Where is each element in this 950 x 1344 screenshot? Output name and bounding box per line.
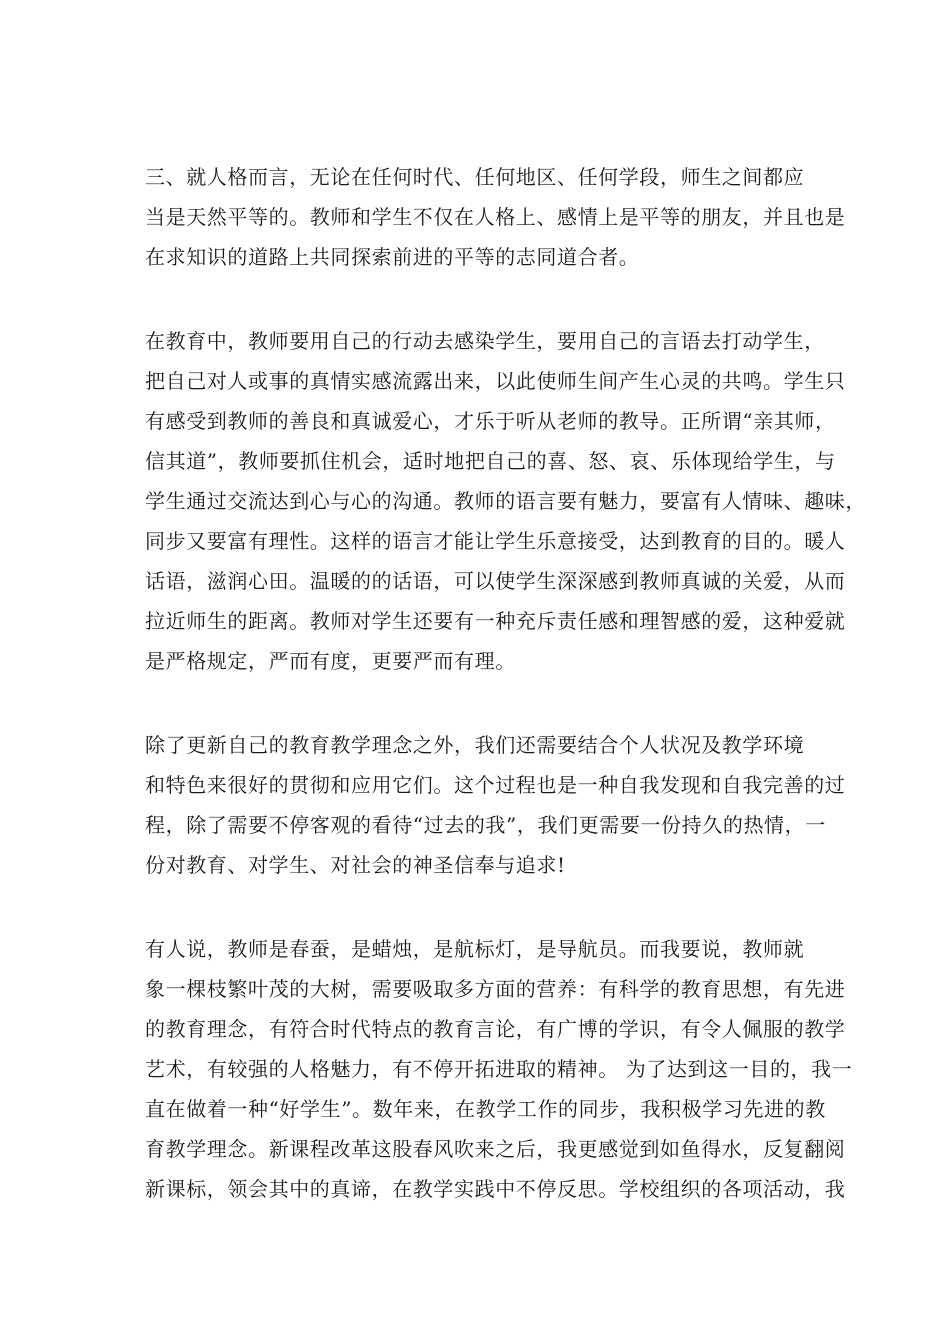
paragraph-line: 当是天然平等的。教师和学生不仅在人格上、感情上是平等的朋友，并且也是 bbox=[145, 205, 846, 229]
paragraph-line: 象一棵枝繁叶茂的大树，需要吸取多方面的营养：有科学的教育思想，有先进 bbox=[145, 977, 846, 1001]
paragraph-line: 直在做着一种“好学生”。数年来，在教学工作的同步，我积极学习先进的教 bbox=[145, 1097, 826, 1121]
paragraph-line: 在求知识的道路上共同探索前进的平等的志同道合者。 bbox=[145, 245, 640, 269]
paragraph-line: 的教育理念，有符合时代特点的教育言论，有广博的学识，有令人佩服的教学 bbox=[145, 1017, 846, 1041]
paragraph-line: 拉近师生的距离。教师对学生还要有一种充斥责任感和理智感的爱，这种爱就 bbox=[145, 609, 846, 633]
paragraph-line: 和特色来很好的贯彻和应用它们。这个过程也是一种自我发现和自我完善的过 bbox=[145, 773, 846, 797]
paragraph-line: 三、就人格而言，无论在任何时代、任何地区、任何学段，师生之间都应 bbox=[145, 165, 805, 189]
paragraph-line: 艺术，有较强的人格魅力，有不停开拓进取的精神。 为了达到这一目的，我一 bbox=[145, 1057, 853, 1081]
paragraph-line: 新课标，领会其中的真谛，在教学实践中不停反思。学校组织的各项活动，我 bbox=[145, 1177, 846, 1201]
paragraph-line: 同步又要富有理性。这样的语言才能让学生乐意接受，达到教育的目的。暖人 bbox=[145, 529, 846, 553]
paragraph-line: 程，除了需要不停客观的看待“过去的我”，我们更需要一份持久的热情，一 bbox=[145, 813, 826, 837]
paragraph-3 bbox=[145, 725, 846, 885]
document-body bbox=[145, 157, 866, 1209]
paragraph-spacer bbox=[145, 277, 805, 321]
paragraph-spacer bbox=[145, 885, 805, 929]
paragraph-line: 有人说，教师是春蚕，是蜡烛，是航标灯，是导航员。而我要说，教师就 bbox=[145, 937, 805, 961]
paragraph-line: 话语，滋润心田。温暖的的话语，可以使学生深深感到教师真诚的关爱，从而 bbox=[145, 569, 846, 593]
paragraph-line: 育教学理念。新课程改革这股春风吹来之后，我更感觉到如鱼得水，反复翻阅 bbox=[145, 1137, 846, 1161]
paragraph-1 bbox=[145, 157, 846, 277]
paragraph-line: 有感受到教师的善良和真诚爱心，才乐于听从老师的教导。正所谓“亲其师， bbox=[145, 409, 836, 433]
paragraph-line: 份对教育、对学生、对社会的神圣信奉与追求! bbox=[145, 853, 566, 877]
paragraph-line: 是严格规定，严而有度，更要严而有理。 bbox=[145, 649, 516, 673]
paragraph-spacer bbox=[145, 681, 805, 725]
paragraph-line: 除了更新自己的教育教学理念之外，我们还需要结合个人状况及教学环境 bbox=[145, 733, 805, 757]
paragraph-4 bbox=[145, 929, 853, 1209]
paragraph-2 bbox=[145, 321, 866, 681]
paragraph-line: 把自己对人或事的真情实感流露出来，以此使师生间产生心灵的共鸣。学生只 bbox=[145, 369, 846, 393]
paragraph-line: 在教育中，教师要用自己的行动去感染学生，要用自己的言语去打动学生， bbox=[145, 329, 825, 353]
paragraph-line: 学生通过交流达到心与心的沟通。教师的语言要有魅力，要富有人情味、趣味， bbox=[145, 489, 866, 513]
paragraph-line: 信其道”，教师要抓住机会，适时地把自己的喜、怒、哀、乐体现给学生，与 bbox=[145, 449, 836, 473]
